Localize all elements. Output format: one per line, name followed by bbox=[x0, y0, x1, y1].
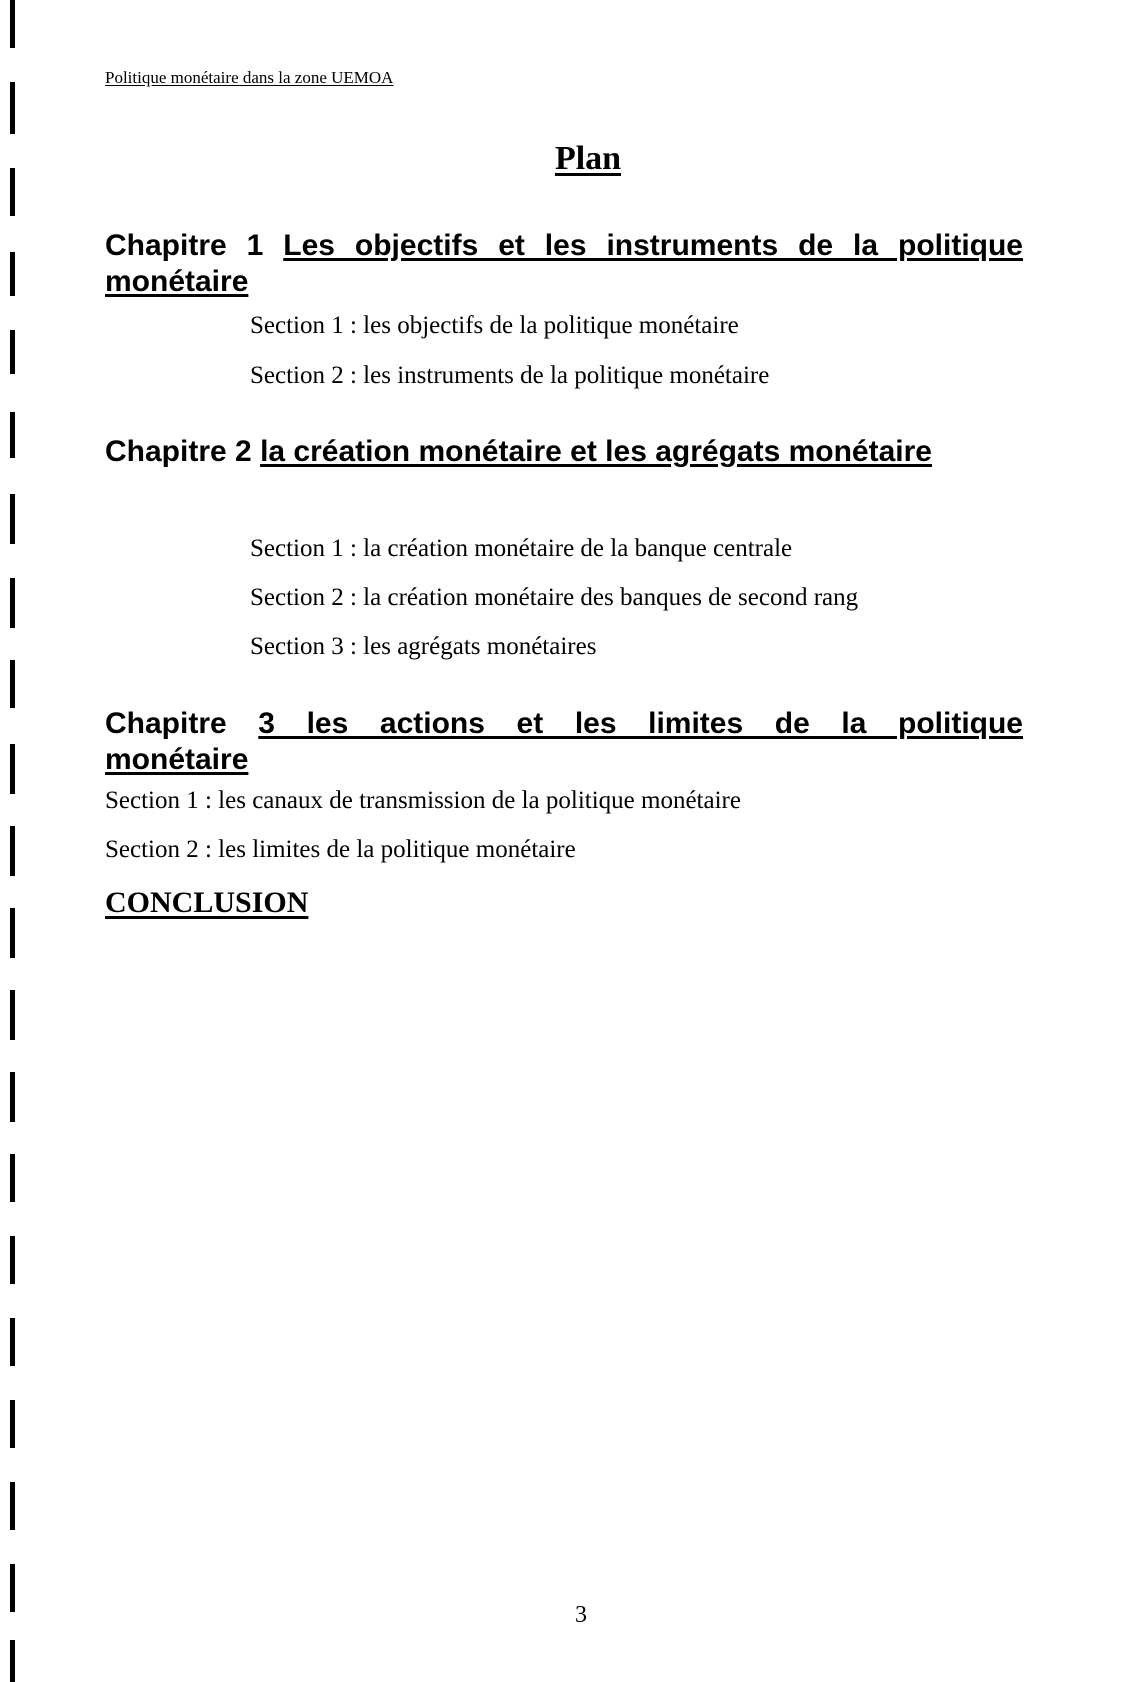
chapter-prefix: Chapitre 2 bbox=[105, 435, 252, 468]
binding-mark bbox=[10, 990, 15, 1040]
binding-mark bbox=[10, 826, 15, 876]
chapter-title: la création monétaire et les agrégats monétaire bbox=[260, 435, 932, 468]
chapter-3-heading bbox=[105, 706, 1023, 778]
page-title: Plan bbox=[554, 140, 622, 177]
chapter-1-section-1: Section 1 : les objectifs de la politique monétaire bbox=[250, 312, 739, 339]
binding-mark bbox=[10, 578, 15, 628]
chapter-2-section-2: Section 2 : la création monétaire des banques de second rang bbox=[250, 584, 859, 611]
binding-mark bbox=[10, 252, 15, 296]
binding-mark bbox=[10, 1400, 15, 1448]
chapter-1-section-2: Section 2 : les instruments de la politique monétaire bbox=[250, 362, 770, 389]
binding-mark bbox=[10, 1236, 15, 1284]
binding-mark bbox=[10, 412, 15, 458]
binding-mark bbox=[10, 82, 15, 134]
chapter-title: 3 les actions et les limites de la politique monétaire bbox=[105, 707, 1023, 776]
chapter-prefix: Chapitre bbox=[105, 707, 227, 740]
binding-mark bbox=[10, 1640, 15, 1682]
chapter-2-section-1: Section 1 : la création monétaire de la banque centrale bbox=[250, 535, 793, 562]
chapter-3-section-2: Section 2 : les limites de la politique monétaire bbox=[105, 836, 576, 863]
chapter-1-heading bbox=[105, 228, 1023, 300]
chapter-3-section-1: Section 1 : les canaux de transmission de la politique monétaire bbox=[105, 787, 741, 814]
chapter-2-section-3: Section 3 : les agrégats monétaires bbox=[250, 633, 597, 660]
page-number: 3 bbox=[575, 1602, 587, 1628]
binding-mark bbox=[10, 330, 15, 374]
binding-mark bbox=[10, 0, 15, 48]
conclusion-heading: CONCLUSION bbox=[105, 886, 309, 919]
chapter-prefix: Chapitre 1 bbox=[105, 229, 264, 262]
binding-mark bbox=[10, 1154, 15, 1202]
binding-mark bbox=[10, 1072, 15, 1122]
binding-mark bbox=[10, 744, 15, 794]
binding-mark bbox=[10, 1318, 15, 1366]
binding-mark bbox=[10, 660, 15, 708]
binding-mark bbox=[10, 1482, 15, 1530]
binding-mark bbox=[10, 908, 15, 958]
binding-mark bbox=[10, 494, 15, 544]
chapter-title: Les objectifs et les instruments de la politique monétaire bbox=[105, 229, 1023, 298]
chapter-2-heading bbox=[105, 434, 1023, 470]
running-header: Politique monétaire dans la zone UEMOA bbox=[105, 68, 394, 87]
